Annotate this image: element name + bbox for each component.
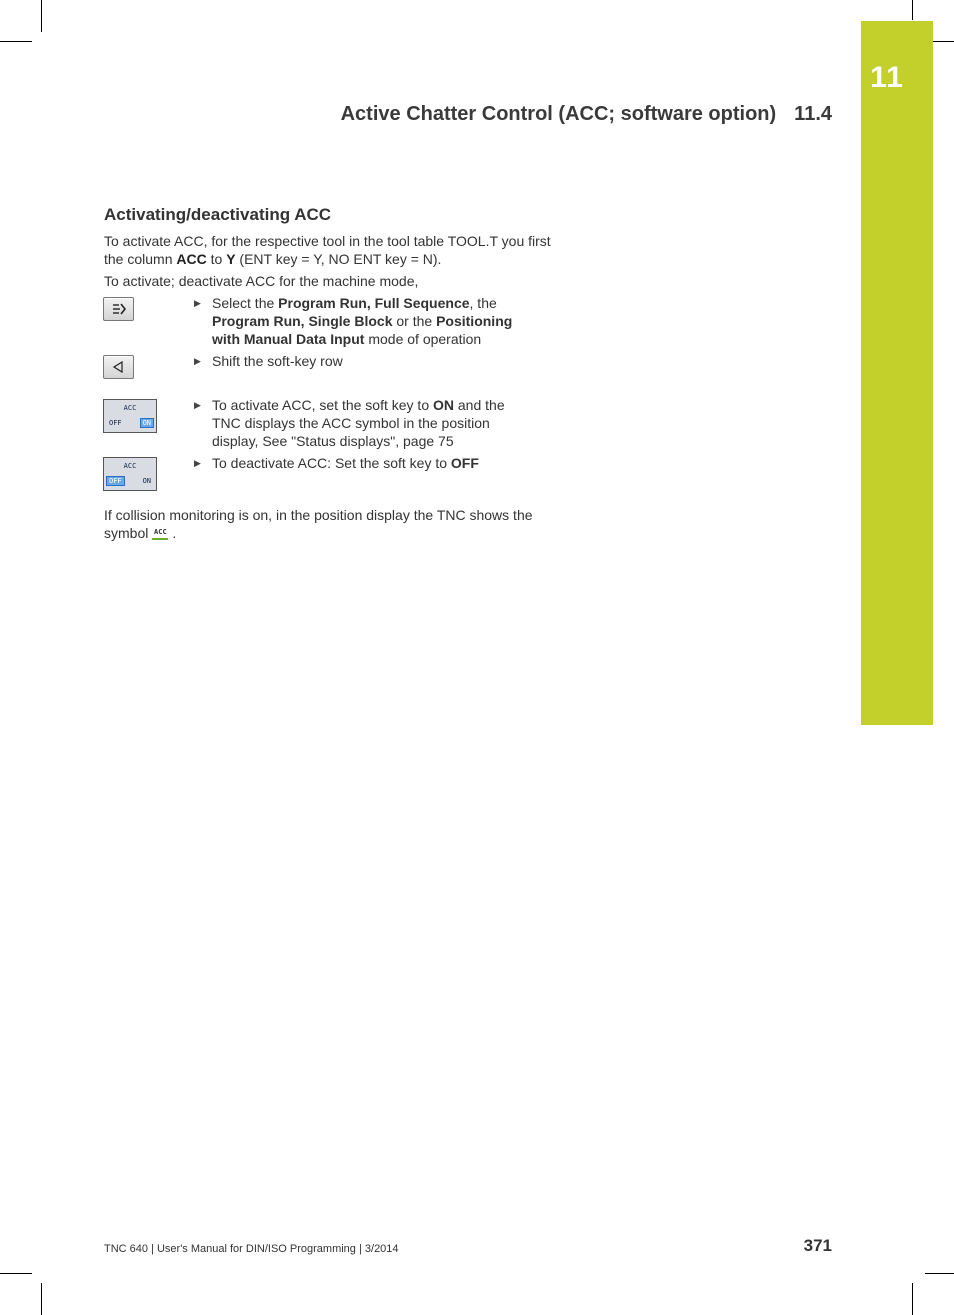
program-run-key[interactable] <box>103 297 134 321</box>
intro-text: to <box>206 251 227 267</box>
crop-mark <box>912 1283 913 1315</box>
footer-text: TNC 640 | User's Manual for DIN/ISO Programming | 3/2014 <box>104 1243 399 1255</box>
crop-mark <box>925 1273 954 1274</box>
acc-on-softkey[interactable] <box>103 399 157 433</box>
crop-mark <box>912 0 913 20</box>
intro-text: To activate ACC, for the respective tool in the tool table TOOL.T you first the column <box>104 233 551 267</box>
running-header <box>300 103 832 126</box>
step-activate-acc <box>194 396 534 450</box>
step-arrow-icon: ▶ <box>194 356 201 366</box>
crop-mark <box>0 1273 32 1274</box>
acc-symbol-icon: ACC <box>151 528 169 540</box>
softkey-on-label: ON <box>142 477 151 485</box>
section-heading: Activating/deactivating ACC <box>104 205 332 224</box>
chapter-tab <box>861 21 933 725</box>
closing-period: . <box>172 525 177 541</box>
step-select-mode <box>194 294 534 348</box>
page-number: 371 <box>803 1236 832 1255</box>
running-header-section: 11.4 <box>794 103 832 125</box>
step-text: To deactivate ACC: Set the soft key to OFF <box>212 455 479 471</box>
step-text: Select the Program Run, Full Sequence, the Program Run, Single Block or the Positioning with Manual Data Input mode of operation <box>212 295 513 347</box>
mode-positioning-mdi: Positioning with Manual Data Input <box>212 313 513 347</box>
intro-text: (ENT key = Y, NO ENT key = N). <box>235 251 442 267</box>
step-arrow-icon: ▶ <box>194 400 201 410</box>
closing-text: If collision monitoring is on, in the position display the TNC shows the symbol <box>104 507 533 541</box>
triangle-left-icon <box>104 356 133 378</box>
running-header-title: Active Chatter Control (ACC; software option) <box>340 103 777 125</box>
intro-bold-acc: ACC <box>176 251 207 267</box>
intro-paragraph-machine-mode: To activate; deactivate ACC for the machine mode, <box>104 273 419 289</box>
intro-paragraph <box>104 232 554 268</box>
step-text: Shift the soft-key row <box>212 353 343 369</box>
on-bold: ON <box>433 397 454 413</box>
step-arrow-icon: ▶ <box>194 458 201 468</box>
crop-mark <box>0 41 32 42</box>
program-run-icon <box>104 298 133 320</box>
step-deactivate-acc <box>194 454 534 472</box>
closing-paragraph <box>104 506 554 542</box>
shift-softkey-row-key[interactable] <box>103 355 134 379</box>
softkey-title: ACC <box>123 404 137 412</box>
softkey-title: ACC <box>123 462 137 470</box>
intro-bold-y: Y <box>226 251 236 267</box>
crop-mark <box>41 1283 42 1315</box>
chapter-number: 11 <box>870 61 904 94</box>
step-arrow-icon: ▶ <box>194 298 201 308</box>
off-bold: OFF <box>450 455 479 471</box>
step-text: To activate ACC, set the soft key to ON and the TNC displays the ACC symbol in the position display, See "Status displays", page 75 <box>212 397 505 449</box>
softkey-on-label: ON <box>142 419 151 427</box>
mode-program-run-single-block: Program Run, Single Block <box>212 313 393 329</box>
crop-mark <box>41 0 42 32</box>
acc-off-softkey[interactable] <box>103 457 157 491</box>
softkey-off-label: OFF <box>109 477 122 485</box>
softkey-off-label: OFF <box>109 419 122 427</box>
step-shift-softkey-row <box>194 352 534 370</box>
mode-program-run-full-sequence: Program Run, Full Sequence <box>278 295 470 311</box>
